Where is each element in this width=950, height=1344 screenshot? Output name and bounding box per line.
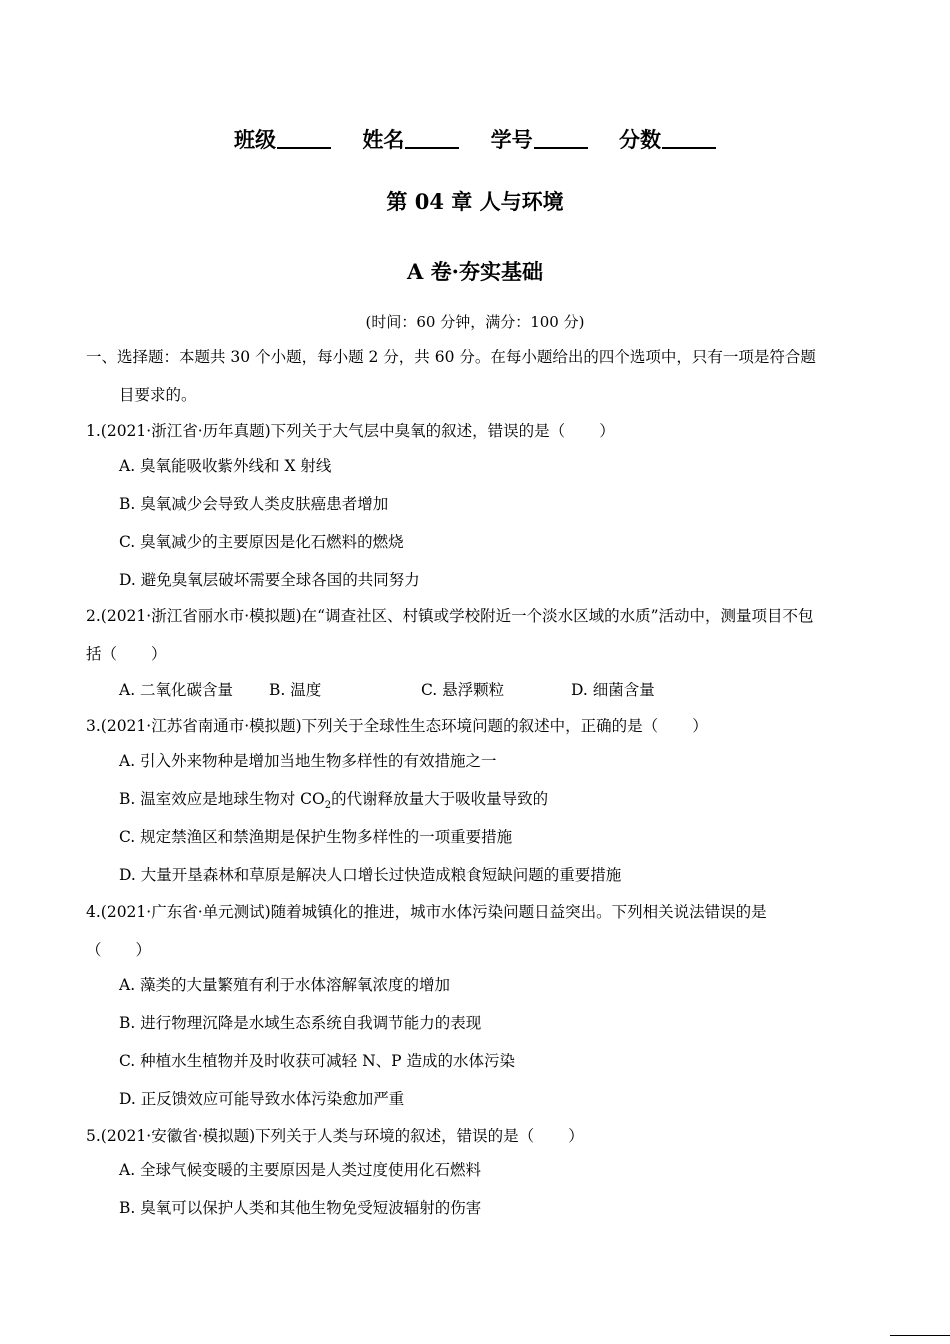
score-blank[interactable] — [662, 129, 716, 149]
question-1-stem: 1.(2021·浙江省·历年真题)下列关于大气层中臭氧的叙述，错误的是（ ） — [86, 422, 615, 440]
question-4-option-a[interactable]: A. 藻类的大量繁殖有利于水体溶解氧浓度的增加 — [119, 976, 451, 994]
name-blank[interactable] — [405, 129, 459, 149]
class-blank[interactable] — [277, 129, 331, 149]
question-2-stem-cont: 括（ ） — [86, 645, 167, 663]
question-4-option-d[interactable]: D. 正反馈效应可能导致水体污染愈加严重 — [119, 1090, 405, 1108]
question-1-option-a[interactable]: A. 臭氧能吸收紫外线和 X 射线 — [119, 457, 332, 475]
student-number-blank[interactable] — [534, 129, 588, 149]
question-2-option-b[interactable]: B. 温度 — [269, 681, 322, 699]
section-instructions-line2: 目要求的。 — [119, 386, 197, 404]
question-3-option-d[interactable]: D. 大量开垦森林和草原是解决人口增长过快造成粮食短缺问题的重要措施 — [119, 866, 622, 884]
question-2-option-d[interactable]: D. 细菌含量 — [571, 681, 655, 699]
question-4-option-c[interactable]: C. 种植水生植物并及时收获可减轻 N、P 造成的水体污染 — [119, 1052, 516, 1070]
question-2-stem: 2.(2021·浙江省丽水市·模拟题)在“调查社区、村镇或学校附近一个淡水区域的水质”活动中，测量项目不包 — [86, 607, 814, 625]
question-4-stem-cont: （ ） — [86, 941, 152, 959]
score-field: 分数 — [619, 128, 716, 152]
question-3-option-b[interactable]: B. 温室效应是地球生物对 $CO_2$的代谢释放量大于吸收量导致的 — [119, 790, 549, 812]
question-5-stem: 5.(2021·安徽省·模拟题)下列关于人类与环境的叙述，错误的是（ ） — [86, 1127, 584, 1145]
question-4-stem: 4.(2021·广东省·单元测试)随着城镇化的推进，城市水体污染问题日益突出。下列相关说法错误的是 — [86, 903, 767, 921]
question-2-options — [119, 678, 655, 700]
question-1-option-d[interactable]: D. 避免臭氧层破坏需要全球各国的共同努力 — [119, 571, 420, 589]
page-corner-rule — [890, 1335, 950, 1336]
class-field: 班级 — [234, 128, 331, 152]
question-5-option-b[interactable]: B. 臭氧可以保护人类和其他生物免受短波辐射的伤害 — [119, 1199, 482, 1217]
question-2-option-c[interactable]: C. 悬浮颗粒 — [421, 681, 505, 699]
question-2-option-a[interactable]: A. 二氧化碳含量 — [119, 681, 234, 699]
question-1-option-c[interactable]: C. 臭氧减少的主要原因是化石燃料的燃烧 — [119, 533, 404, 551]
question-3-option-c[interactable]: C. 规定禁渔区和禁渔期是保护生物多样性的一项重要措施 — [119, 828, 513, 846]
question-3-option-a[interactable]: A. 引入外来物种是增加当地生物多样性的有效措施之一 — [119, 752, 497, 770]
exam-info: (时间：60 分钟，满分：100 分) — [365, 313, 585, 331]
question-5-option-a[interactable]: A. 全球气候变暖的主要原因是人类过度使用化石燃料 — [119, 1161, 482, 1179]
name-field: 姓名 — [362, 128, 459, 152]
question-3-stem: 3.(2021·江苏省南通市·模拟题)下列关于全球性生态环境问题的叙述中，正确的是（ ） — [86, 717, 708, 735]
section-instructions-line1: 一、选择题：本题共 30 个小题，每小题 2 分，共 60 分。在每小题给出的四个选项中，只有一项是符合题 — [86, 348, 816, 366]
question-1-option-b[interactable]: B. 臭氧减少会导致人类皮肤癌患者增加 — [119, 495, 389, 513]
student-number-field: 学号 — [491, 128, 588, 152]
question-4-option-b[interactable]: B. 进行物理沉降是水域生态系统自我调节能力的表现 — [119, 1014, 482, 1032]
student-info-header — [0, 124, 950, 154]
chapter-title: 第 04 章 人与环境 — [386, 189, 564, 214]
volume-title: A 卷·夯实基础 — [407, 259, 543, 284]
